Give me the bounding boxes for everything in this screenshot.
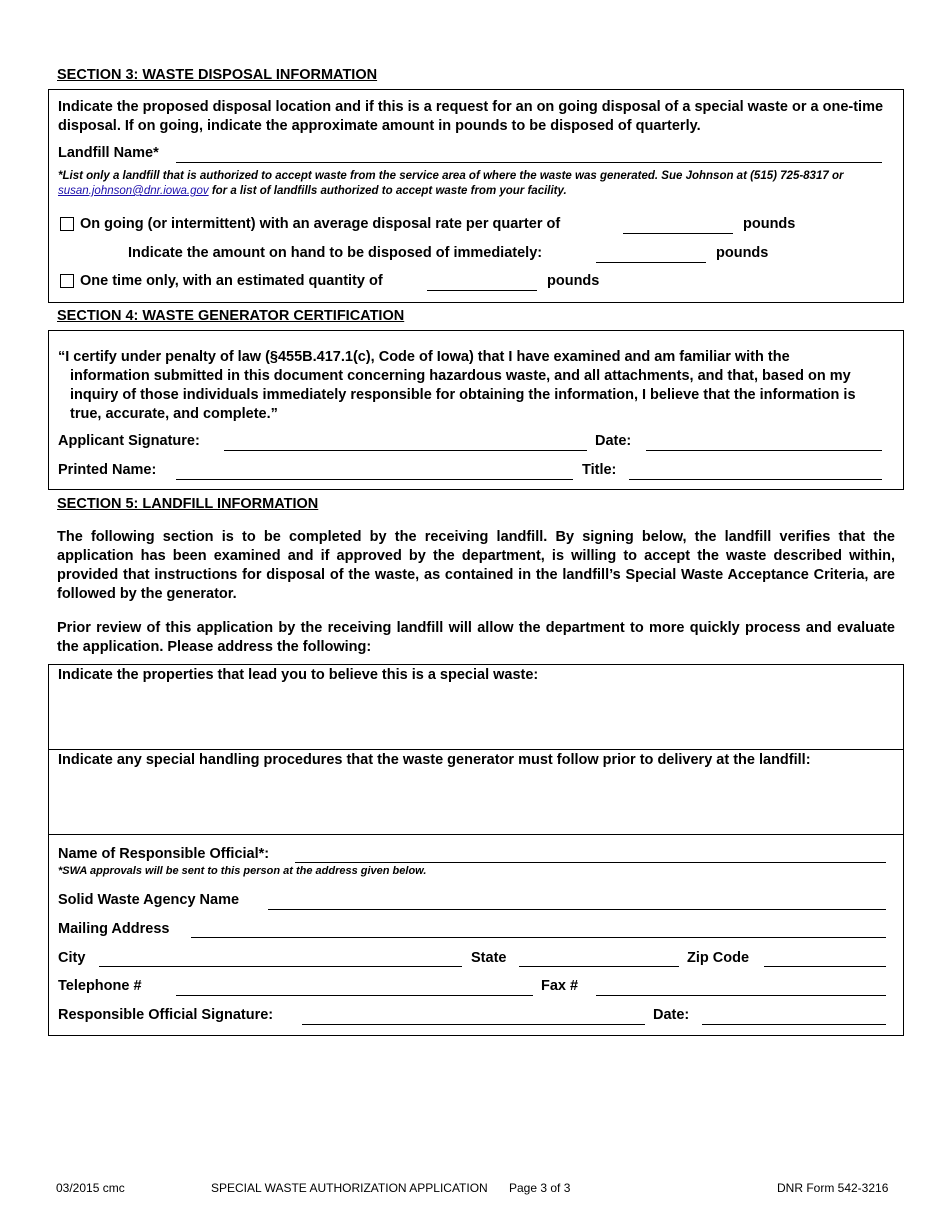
ongoing-label: On going (or intermittent) with an average disposal rate per quarter of xyxy=(80,216,561,232)
agency-name-field[interactable] xyxy=(268,909,886,910)
city-field[interactable] xyxy=(99,966,462,967)
one-time-checkbox[interactable] xyxy=(60,274,74,288)
fax-label: Fax # xyxy=(541,978,579,994)
section3-intro: Indicate the proposed disposal location and if this is a request for an on going disposal of a special waste or a one-time disposal. If on going, indicate the approximate amount in pounds to be disposed of quarterly. xyxy=(58,99,884,134)
one-time-label: One time only, with an estimated quantity of xyxy=(80,273,383,289)
ongoing-checkbox[interactable] xyxy=(60,217,74,231)
printed-name-label: Printed Name: xyxy=(58,462,157,478)
zip-code-field[interactable] xyxy=(764,966,886,967)
official-name-label: Name of Responsible Official*: xyxy=(58,846,270,862)
official-note: *SWA approvals will be sent to this person at the address given below. xyxy=(58,865,427,877)
telephone-label: Telephone # xyxy=(58,978,142,994)
divider xyxy=(49,749,903,750)
on-hand-quantity-field[interactable] xyxy=(596,262,706,263)
footer-date-code: 03/2015 cmc xyxy=(56,1181,125,1195)
one-time-quantity-field[interactable] xyxy=(427,290,537,291)
properties-field[interactable] xyxy=(58,687,894,743)
official-signature-label: Responsible Official Signature: xyxy=(58,1007,274,1023)
section4-box xyxy=(48,330,904,490)
section5-title: SECTION 5: LANDFILL INFORMATION xyxy=(57,496,319,512)
ongoing-pounds: pounds xyxy=(743,216,796,232)
section5-paragraph-2: Prior review of this application by the receiving landfill will allow the department to more quickly process and evaluate the application. Please address the following: xyxy=(57,620,895,655)
date-field[interactable] xyxy=(646,450,882,451)
ongoing-quantity-field[interactable] xyxy=(623,233,733,234)
mailing-address-field[interactable] xyxy=(191,937,886,938)
section5-box xyxy=(48,664,904,1036)
section5-paragraph-1: The following section is to be completed by the receiving landfill. By signing below, the landfill verifies that the application has been examined and if approved by the department, is willing to accept the waste described within, provided that instructions for disposal of the waste, as contained in the landfill’s Special Waste Acceptance Criteria, are followed by the generator. xyxy=(57,529,895,602)
on-hand-pounds: pounds xyxy=(716,245,769,261)
handling-label: Indicate any special handling procedures that the waste generator must follow prior to delivery at the landfill: xyxy=(58,752,811,768)
handling-field[interactable] xyxy=(58,772,894,828)
printed-name-field[interactable] xyxy=(176,479,573,480)
official-signature-field[interactable] xyxy=(302,1024,645,1025)
divider xyxy=(49,834,903,835)
official-date-field[interactable] xyxy=(702,1024,886,1025)
state-label: State xyxy=(471,950,507,966)
email-link[interactable]: susan.johnson@dnr.iowa.gov xyxy=(58,185,209,197)
landfill-name-field[interactable] xyxy=(176,162,882,163)
agency-name-label: Solid Waste Agency Name xyxy=(58,892,240,908)
telephone-field[interactable] xyxy=(176,995,533,996)
city-label: City xyxy=(58,950,86,966)
mailing-address-label: Mailing Address xyxy=(58,921,170,937)
footer-form-number: DNR Form 542-3216 xyxy=(777,1181,889,1195)
section3-title: SECTION 3: WASTE DISPOSAL INFORMATION xyxy=(57,67,378,83)
footer-page-number: Page 3 of 3 xyxy=(509,1181,571,1195)
title-label: Title: xyxy=(582,462,617,478)
section4-title: SECTION 4: WASTE GENERATOR CERTIFICATION xyxy=(57,308,405,324)
landfill-name-label: Landfill Name* xyxy=(58,145,159,161)
fax-field[interactable] xyxy=(596,995,886,996)
date-label: Date: xyxy=(595,433,632,449)
official-name-field[interactable] xyxy=(295,862,886,863)
state-field[interactable] xyxy=(519,966,679,967)
section3-box xyxy=(48,89,904,303)
landfill-note: *List only a landfill that is authorized to accept waste from the service area of where the waste was generated. Sue Johnson at (515) 725-8317 or susan.johnson@dnr.iowa.gov for a list of landfills authorized to accept waste from your facility. xyxy=(58,170,844,197)
properties-label: Indicate the properties that lead you to believe this is a special waste: xyxy=(58,667,539,683)
certification-text: “I certify under penalty of law (§455B.417.1(c), Code of Iowa) that I have examined and am familiar with the information submitted in this document concerning hazardous waste, and all attachments, and that, based on my inquiry of those individuals immediately responsible for obtaining the information, I believe that the information is true, accurate, and complete.” xyxy=(58,349,856,422)
zip-code-label: Zip Code xyxy=(687,950,750,966)
title-field[interactable] xyxy=(629,479,882,480)
footer-form-title: SPECIAL WASTE AUTHORIZATION APPLICATION xyxy=(211,1181,488,1195)
applicant-signature-field[interactable] xyxy=(224,450,587,451)
applicant-signature-label: Applicant Signature: xyxy=(58,433,200,449)
one-time-pounds: pounds xyxy=(547,273,600,289)
on-hand-label: Indicate the amount on hand to be disposed of immediately: xyxy=(128,245,543,261)
official-date-label: Date: xyxy=(653,1007,690,1023)
